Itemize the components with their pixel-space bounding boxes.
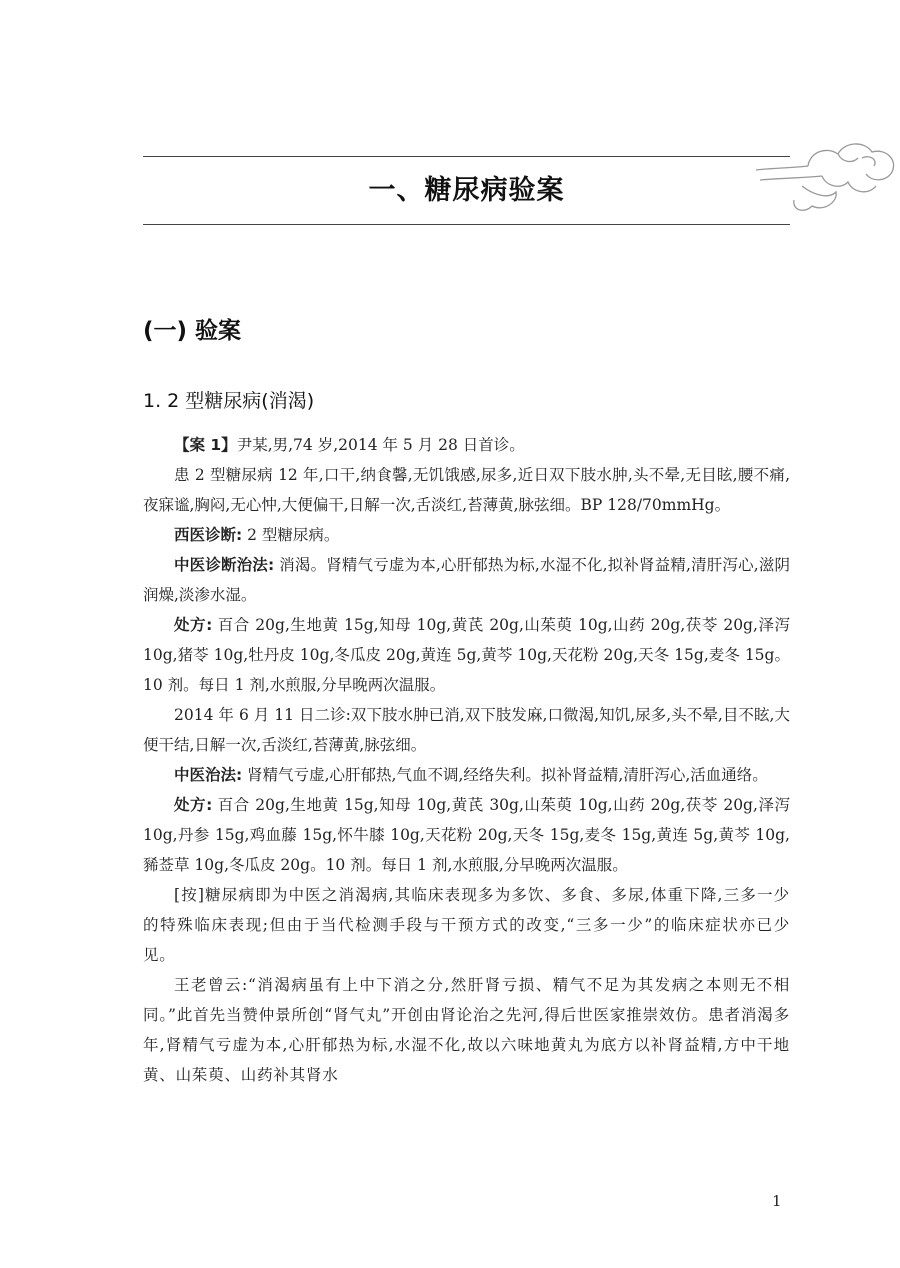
section-title: (一) 验案: [143, 318, 242, 344]
cloud-ornament-icon: [752, 128, 900, 220]
tcm-diagnosis: 中医诊断治法: 消渴。肾精气亏虚为本,心肝郁热为标,水湿不化,拟补肾益精,清肝泻心,滋阴润燥,淡渗水湿。: [143, 556, 790, 604]
bottom-rule: [143, 224, 790, 225]
western-diagnosis: 西医诊断: 2 型糖尿病。: [174, 526, 340, 544]
chapter-title: 一、糖尿病验案: [368, 175, 565, 206]
tcm-treatment: 中医治法: 肾精气亏虚,心肝郁热,气血不调,经络失利。拟补肾益精,清肝泻心,活血通络。: [174, 766, 768, 784]
prescription-1: 处方: 百合 20g,生地黄 15g,知母 10g,黄芪 20g,山茱萸 10g,山药 20g,茯苓 20g,泽泻 10g,猪苓 10g,牡丹皮 10g,冬瓜皮 20g,黄连 5g,黄芩 10g,天花粉 20g,天冬 15g,麦冬 15g。10 剂。每日 1 剂,水煎服,分早晚两次温服。: [143, 616, 790, 694]
subsection-title: 1. 2 型糖尿病(消渴): [143, 390, 315, 412]
prescription-2: 处方: 百合 20g,生地黄 15g,知母 10g,黄芪 30g,山茱萸 10g,山药 20g,茯苓 20g,泽泻 10g,丹参 15g,鸡血藤 15g,怀牛膝 10g,天花粉 20g,天冬 15g,麦冬 15g,黄连 5g,黄芩 10g,豨莶草 10g,冬瓜皮 20g。10 剂。每日 1 剂,水煎服,分早晚两次温服。: [143, 796, 790, 874]
case-label: 【案 1】: [174, 436, 237, 454]
case-history: 患 2 型糖尿病 12 年,口干,纳食馨,无饥饿感,尿多,近日双下肢水肿,头不晕,无目眩,腰不痛,夜寐谧,胸闷,无心忡,大便偏干,日解一次,舌淡红,苔薄黄,脉弦细。BP 128/70mmHg。: [143, 466, 790, 514]
second-visit: 2014 年 6 月 11 日二诊:双下肢水肿已消,双下肢发麻,口微渴,知饥,尿多,头不晕,目不眩,大便干结,日解一次,舌淡红,苔薄黄,脉弦细。: [143, 706, 790, 754]
case-intro: 【案 1】尹某,男,74 岁,2014 年 5 月 28 日首诊。: [174, 436, 525, 454]
case-commentary: 王老曾云:“消渴病虽有上中下消之分,然肝肾亏损、精气不足为其发病之本则无不相同。”此首先当赞仲景所创“肾气丸”开创由肾论治之先河,得后世医家推崇效仿。患者消渴多年,肾精气亏虚为本,心肝郁热为标,水湿不化,故以六味地黄丸为底方以补肾益精,方中干地黄、山茱萸、山药补其肾水: [143, 976, 790, 1084]
case-note: [按]糖尿病即为中医之消渴病,其临床表现多为多饮、多食、多尿,体重下降,三多一少的特殊临床表现;但由于当代检测手段与干预方式的改变,“三多一少”的临床症状亦已少见。: [143, 886, 790, 964]
page-number: 1: [772, 1192, 782, 1210]
case-body: [143, 430, 790, 1090]
top-rule: [143, 156, 790, 157]
